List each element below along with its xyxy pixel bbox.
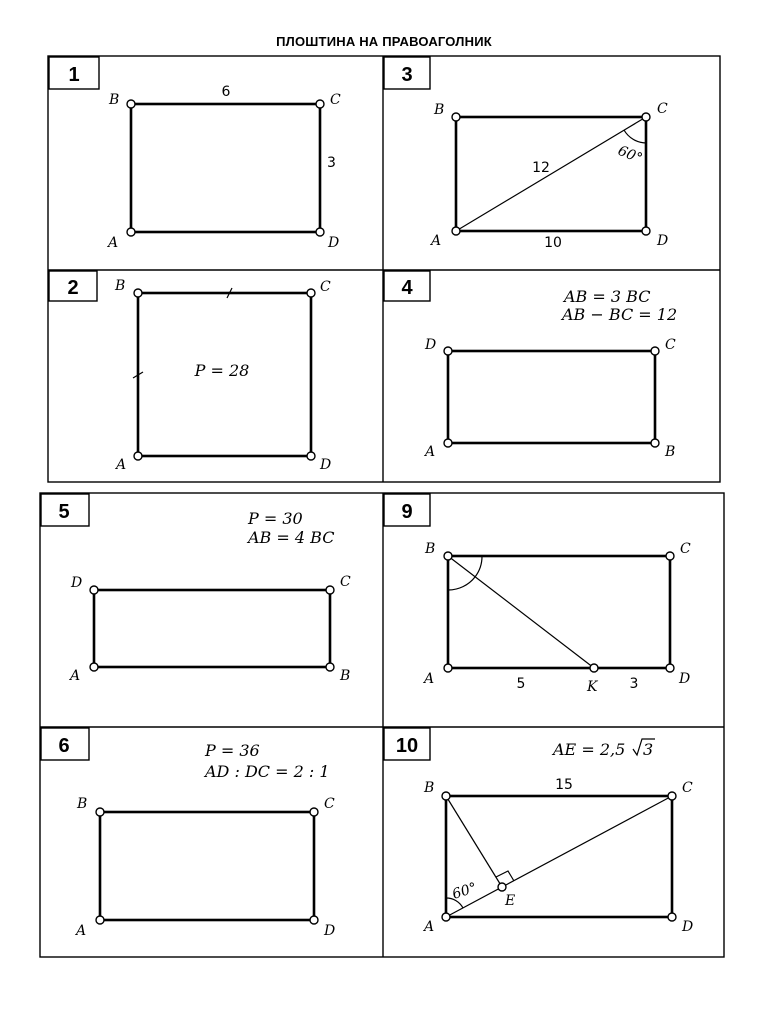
vertex-d-point bbox=[668, 913, 676, 921]
vertex-a-label: A bbox=[70, 668, 81, 684]
problem-6 bbox=[41, 728, 335, 939]
vertex-c-label: C bbox=[330, 92, 341, 108]
lower-block-frame bbox=[40, 493, 724, 957]
problem-number: 4 bbox=[401, 277, 413, 299]
vertex-b-point bbox=[651, 439, 659, 447]
vertex-b-label: B bbox=[424, 780, 435, 796]
problem-3 bbox=[384, 57, 668, 251]
vertex-a-point bbox=[444, 664, 452, 672]
diagonal-length: 12 bbox=[532, 160, 550, 176]
vertex-c-label: C bbox=[320, 279, 331, 295]
lower-block bbox=[40, 493, 724, 957]
vertex-d-point bbox=[642, 227, 650, 235]
vertex-c-label: C bbox=[665, 337, 676, 353]
vertex-b-point bbox=[96, 808, 104, 816]
vertex-c-point bbox=[651, 347, 659, 355]
vertex-d-label: D bbox=[657, 233, 669, 249]
vertex-b-label: B bbox=[109, 92, 120, 108]
right-angle-mark bbox=[496, 871, 514, 881]
problem-number: 2 bbox=[67, 277, 79, 299]
problem-4 bbox=[384, 271, 677, 460]
rectangle-abcd bbox=[100, 812, 314, 920]
vertex-d-point bbox=[310, 916, 318, 924]
vertex-c-point bbox=[326, 586, 334, 594]
vertex-b-point bbox=[326, 663, 334, 671]
segment-bk bbox=[448, 556, 594, 668]
vertex-d-point bbox=[307, 452, 315, 460]
upper-block bbox=[48, 56, 720, 482]
rectangle-abcd bbox=[94, 590, 330, 667]
diagonal-ac bbox=[446, 796, 672, 917]
problem-number: 9 bbox=[401, 501, 413, 523]
vertex-a-label: A bbox=[424, 671, 435, 687]
vertex-b-label: B bbox=[425, 541, 436, 557]
perimeter-condition: P = 28 bbox=[194, 361, 250, 380]
vertex-d-label: D bbox=[320, 457, 332, 473]
vertex-d-point bbox=[444, 347, 452, 355]
problem-5 bbox=[41, 494, 351, 684]
upper-block-frame bbox=[48, 56, 720, 482]
vertex-c-point bbox=[307, 289, 315, 297]
side-ad-length: 10 bbox=[544, 235, 562, 251]
vertex-a-point bbox=[452, 227, 460, 235]
condition-line-1: P = 36 bbox=[205, 741, 260, 760]
vertex-a-label: A bbox=[76, 923, 87, 939]
problem-9 bbox=[384, 494, 691, 695]
point-e bbox=[498, 883, 506, 891]
perpendicular-be bbox=[446, 796, 502, 887]
vertex-c-label: C bbox=[680, 541, 691, 557]
vertex-b-label: B bbox=[77, 796, 88, 812]
vertex-a-label: A bbox=[108, 235, 119, 251]
condition-line-2: AD : DC = 2 : 1 bbox=[205, 762, 330, 781]
vertex-b-label: B bbox=[340, 668, 351, 684]
problem-1 bbox=[49, 57, 341, 251]
problem-number: 5 bbox=[58, 501, 70, 523]
segment-ak-length: 5 bbox=[516, 676, 526, 692]
point-e-label: E bbox=[505, 893, 516, 909]
vertex-c-point bbox=[316, 100, 324, 108]
vertex-a-label: A bbox=[116, 457, 127, 473]
vertex-a-point bbox=[96, 916, 104, 924]
angle-label: 60° bbox=[615, 142, 645, 168]
side-bc-length: 15 bbox=[555, 777, 573, 793]
vertex-b-label: B bbox=[665, 444, 676, 460]
vertex-c-point bbox=[642, 113, 650, 121]
side-cd-length: 3 bbox=[327, 155, 336, 171]
condition-radicand: 3 bbox=[643, 740, 654, 759]
problem-2 bbox=[49, 271, 331, 473]
vertex-b-label: B bbox=[115, 278, 126, 294]
page-title: ПЛОШТИНА НА ПРАВОАГОЛНИК bbox=[276, 34, 492, 49]
vertex-d-label: D bbox=[679, 671, 691, 687]
vertex-a-point bbox=[444, 439, 452, 447]
condition-line-1: AB = 3 BC bbox=[564, 287, 651, 306]
condition-prefix: AE = 2,5 bbox=[553, 740, 626, 759]
vertex-c-point bbox=[666, 552, 674, 560]
vertex-a-label: A bbox=[425, 444, 436, 460]
vertex-d-label: D bbox=[324, 923, 336, 939]
diagonal-ac bbox=[456, 117, 646, 231]
vertex-b-point bbox=[444, 552, 452, 560]
rectangle-abcd bbox=[448, 556, 670, 668]
condition-line-2: AB = 4 BC bbox=[248, 528, 335, 547]
condition-line-1: P = 30 bbox=[248, 509, 303, 528]
vertex-a-label: A bbox=[424, 919, 435, 935]
condition-line-2: AB − BC = 12 bbox=[562, 305, 678, 324]
vertex-d-label: D bbox=[328, 235, 340, 251]
vertex-a-point bbox=[442, 913, 450, 921]
rectangle-abcd bbox=[131, 104, 320, 232]
point-k-label: K bbox=[587, 679, 598, 695]
vertex-b-point bbox=[442, 792, 450, 800]
vertex-b-label: B bbox=[434, 102, 445, 118]
point-k bbox=[590, 664, 598, 672]
vertex-c-point bbox=[668, 792, 676, 800]
problem-number: 1 bbox=[68, 64, 80, 86]
side-bc-length: 6 bbox=[221, 84, 231, 100]
segment-kd-length: 3 bbox=[629, 676, 639, 692]
vertex-a-point bbox=[90, 663, 98, 671]
angle-arc-lower bbox=[448, 577, 475, 590]
vertex-b-point bbox=[452, 113, 460, 121]
vertex-b-point bbox=[134, 289, 142, 297]
vertex-c-label: C bbox=[340, 574, 351, 590]
problem-10 bbox=[384, 728, 693, 935]
vertex-d-point bbox=[316, 228, 324, 236]
vertex-b-point bbox=[127, 100, 135, 108]
vertex-c-label: C bbox=[657, 101, 668, 117]
problem-number: 10 bbox=[395, 735, 419, 757]
vertex-a-label: A bbox=[431, 233, 442, 249]
vertex-c-point bbox=[310, 808, 318, 816]
problem-number: 6 bbox=[58, 735, 70, 757]
vertex-c-label: C bbox=[682, 780, 693, 796]
vertex-d-label: D bbox=[71, 575, 83, 591]
vertex-d-point bbox=[90, 586, 98, 594]
rectangle-abcd bbox=[448, 351, 655, 443]
problem-number: 3 bbox=[401, 64, 413, 86]
angle-label: 60° bbox=[450, 879, 479, 903]
vertex-a-point bbox=[127, 228, 135, 236]
vertex-c-label: C bbox=[324, 796, 335, 812]
vertex-d-point bbox=[666, 664, 674, 672]
vertex-d-label: D bbox=[425, 337, 437, 353]
vertex-d-label: D bbox=[682, 919, 694, 935]
angle-arc-upper bbox=[475, 556, 482, 577]
angle-arc bbox=[624, 130, 646, 143]
vertex-a-point bbox=[134, 452, 142, 460]
